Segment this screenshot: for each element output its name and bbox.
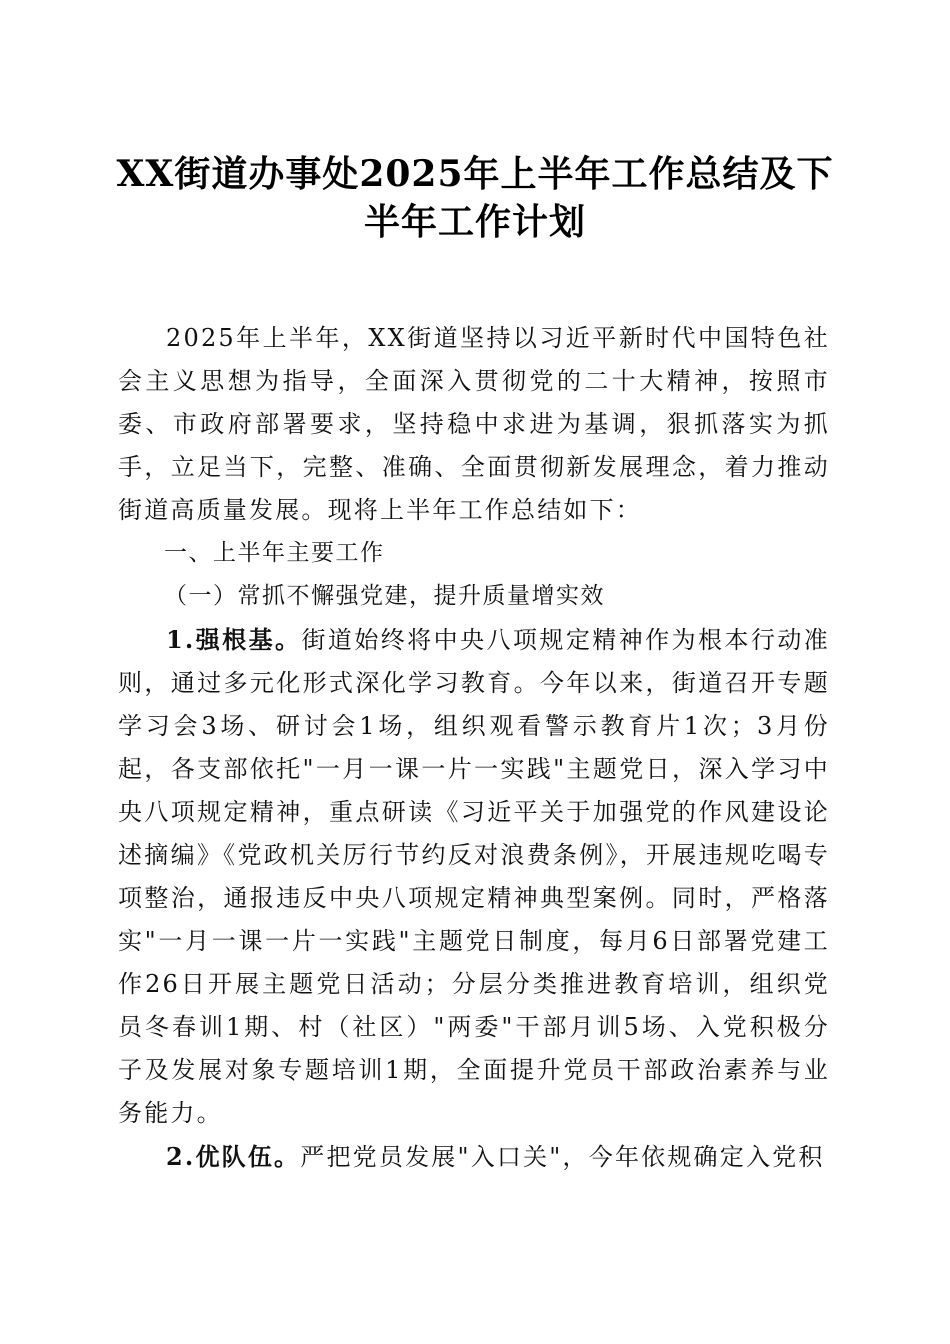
item-paragraph	[118, 618, 830, 1135]
section-heading: 一、上半年主要工作	[164, 540, 385, 566]
intro-paragraph: 2025年上半年，XX街道坚持以习近平新时代中国特色社会主义思想为指导，全面深入贯彻党的二十大精神，按照市委、市政府部署要求，坚持稳中求进为基调，狠抓落实为抓手，立足当下，完整、准确、全面贯彻新发展理念，着力推动街道高质量发展。现将上半年工作总结如下：	[118, 324, 830, 524]
document-title: XX街道办事处2025年上半年工作总结及下半年工作计划	[116, 153, 834, 243]
subsection-heading: （一）常抓不懈强党建，提升质量增实效	[164, 583, 605, 609]
document-body	[118, 317, 830, 1179]
item-lead: 1.强根基。	[166, 625, 302, 654]
item-text: 街道始终将中央八项规定精神作为根本行动准则，通过多元化形式深化学习教育。今年以来，街道召开专题学习会3场、研讨会1场，组织观看警示教育片1次；3月份起，各支部依托"一月一课一片一实践"主题党日，深入学习中央八项规定精神，重点研读《习近平关于加强党的作风建设论述摘编》《党政机关厉行节约反对浪费条例》，开展违规吃喝专项整治，通报违反中央八项规定精神典型案例。同时，严格落实"一月一课一片一实践"主题党日制度，每月6日部署党建工作26日开展主题党日活动；分层分类推进教育培训，组织党员冬春训1期、村（社区）"两委"干部月训5场、入党积极分子及发展对象专题培训1期，全面提升党员干部政治素养与业务能力。	[118, 626, 830, 1127]
item-lead: 2.优队伍。	[166, 1142, 301, 1171]
item-text: 严把党员发展"入口关"，今年依规确定入党积	[300, 1143, 825, 1171]
item-paragraph	[118, 1135, 830, 1179]
